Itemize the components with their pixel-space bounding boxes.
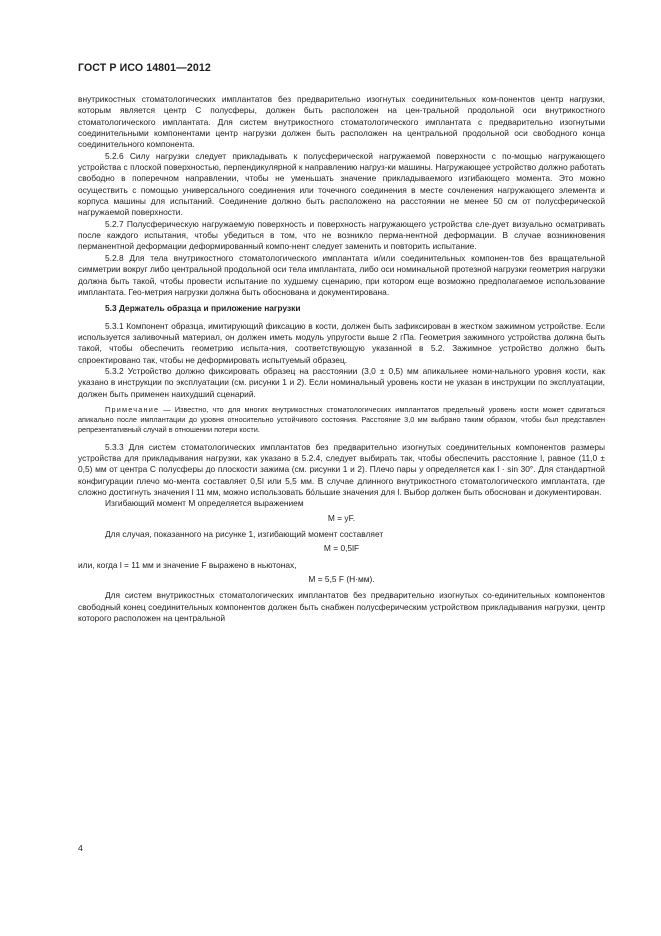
paragraph-continuation: внутрикостных стоматологических имплантатов без предварительно изогнутых соединительных ком-понентов центр нагрузки, которым является центр C полусферы, должен быть расположен на цен-тральной продольной оси внутрикостного стоматологического имплантата. Для систем внутрикостного стоматологического имплантата с предварительно изогнутыми соединительными компонентами центр нагрузки должен быть расположен на центральной продольной оси свободного конца соединительного компонента. [78, 94, 605, 150]
formula-moment: M = yF. [327, 512, 356, 523]
paragraph-5-2-7: 5.2.7 Полусферическую нагружаемую поверхность и поверхность нагружающего устройства сле-дует визуально осматривать после каждого испытания, чтобы убедиться в том, что не возникло перма-нентной деформации. В случае возникновения перманентной деформации деформированный компо-нент следует заменить и повторить испытание. [78, 218, 605, 252]
page-header: ГОСТ Р ИСО 14801—2012 [78, 62, 211, 74]
note-text: — Известно, что для многих внутрикостных стоматологических имплантатов предельный уровень кости может сдвигаться апикально после имплантации до уровня относительно устойчивого состояния. Расстояние 3,0 мм выбрано таким образом, чтобы был представлен репрезентативный случай в отношении потери кости. [78, 404, 605, 435]
page-content [78, 94, 605, 624]
paragraph-5-2-8: 5.2.8 Для тела внутрикостного стоматологического имплантата и/или соединительных компонен-тов без вращательной симметрии вокруг либо центральной продольной оси тела имплантата, либо оси номинальной протезной нагрузки геометрия нагрузки должна быть такой, чтобы провести испытание по худшему сценарию, при котором еще возможно предполагаемое использование имплантата. Гео-метрия нагрузки должна быть обоснована и документирована. [78, 252, 605, 297]
paragraph-5-3-2: 5.3.2 Устройство должно фиксировать образец на расстоянии (3,0 ± 0,5) мм апикальнее номи-нального уровня кости, как указано в инструкции по эксплуатации (см. рисунки 1 и 2). Если номинальный уровень кости не указан в инструкции по эксплуатации, должен быть применен наихудший сценарий. [78, 365, 605, 399]
paragraph-figure-case: Для случая, показанного на рисунке 1, изгибающий момент составляет [105, 528, 384, 539]
paragraph-5-3-1: 5.3.1 Компонент образца, имитирующий фиксацию в кости, должен быть зафиксирован в жестком зажимном устройстве. Если используется заливочный материал, он должен иметь модуль упругости выше 2 гПа. Геометрия зажимного устройства должна быть такой, чтобы обеспечить геометрию испыта-ния, соответствующую указанной в 5.2. Зажимное устройство должно быть спроектировано так, чтобы не деформировать испытуемый образец. [78, 320, 605, 365]
page-number: 4 [78, 843, 83, 853]
paragraph-when: или, когда l = 11 мм и значение F выражено в ньютонах, [78, 559, 297, 570]
paragraph-last: Для систем внутрикостных стоматологических имплантатов без предварительно изогнутых со-единительных компонентов свободный конец соединительных компонентов должен быть снабжен полусферическим устройством прикладывания нагрузки, центр которого расположен на центральной [78, 590, 605, 624]
paragraph-5-2-6: 5.2.6 Силу нагрузки следует прикладывать к полусферической нагружаемой поверхности с по-мощью нагружающего устройства с плоской поверхностью, перпендикулярной к направлению нагруз-ки машины. Нагружающее устройство должно работать свободно в поперечном направлении, чтобы не уменьшать значение прикладываемого изгибающего момента. Это можно осуществить с помощью универсального соединения или точечного соединения в месте сочленения нагружающего элемента и корпуса машины для испытаний. Соединение должно быть расположено на расстоянии не менее 50 см от полусферической нагружаемой поверхности. [78, 150, 605, 218]
paragraph-5-3-3: 5.3.3 Для систем стоматологических имплантатов без предварительно изогнутых соединительных компонентов размеры устройства для прикладывания нагрузки, как указано в 5.2.4, следует выбирать так, чтобы обеспечить расстояние l, равное (11,0 ± 0,5) мм от центра C полусферы до плоскости зажима (см. рисунки 1 и 2). Плечо пары y определяется как l · sin 30°. Для стандартной конфигурации плечо мо-мента составляет 0,5l или 5,5 мм. В случае длинного внутрикостного стоматологического имплантата, где сложно достигнуть значения l 11 мм, можно использовать бо́льшие значения для l. Выбор должен быть обоснован и документирован. [78, 441, 605, 497]
formula-moment-half: M = 0,5lF [323, 543, 360, 554]
note-label: Примечание [105, 404, 160, 414]
formula-moment-value: M = 5,5 F (Н·мм). [308, 573, 375, 584]
section-heading-5-3: 5.3 Держатель образца и приложение нагрузки [105, 303, 301, 314]
note [78, 405, 605, 436]
paragraph-moment-intro: Изгибающий момент M определяется выражением [105, 498, 304, 509]
